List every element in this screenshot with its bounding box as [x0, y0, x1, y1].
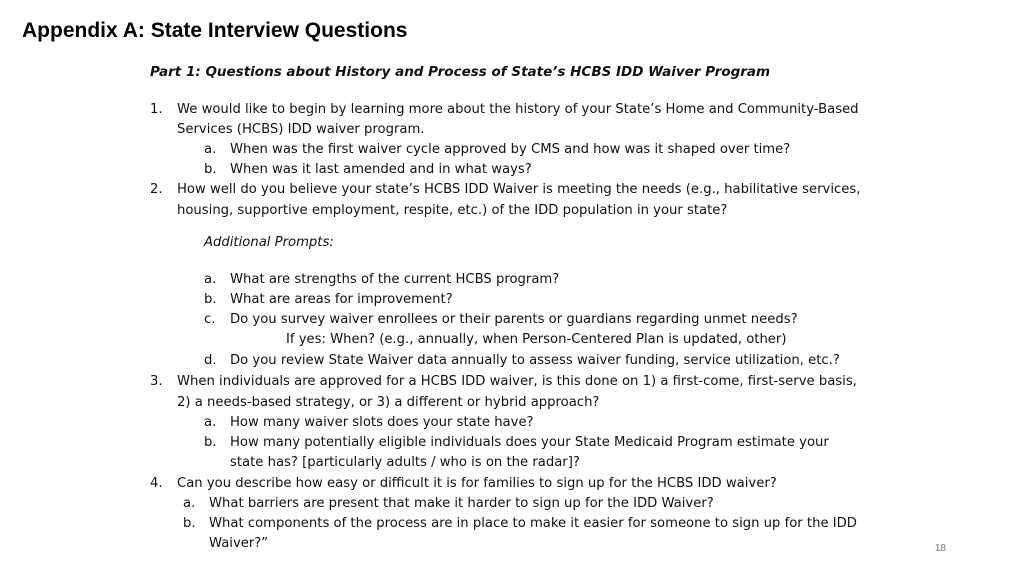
- question-number: 3.: [150, 374, 163, 389]
- item-letter: a.: [204, 415, 217, 430]
- question-4: [150, 476, 777, 491]
- item-letter: a.: [204, 272, 217, 287]
- question-1: [150, 102, 859, 117]
- item-text: How many waiver slots does your state have?: [230, 415, 534, 430]
- question-2-cont: housing, supportive employment, respite, etc.) of the IDD population in your state?: [177, 203, 728, 218]
- item-text: Do you survey waiver enrollees or their parents or guardians regarding unmet needs?: [230, 312, 798, 327]
- question-1b: [204, 162, 532, 177]
- item-letter: d.: [204, 353, 217, 368]
- question-2c: [204, 312, 798, 327]
- question-number: 2.: [150, 182, 163, 197]
- page-number: 18: [934, 543, 946, 554]
- additional-prompts-label: Additional Prompts:: [204, 235, 334, 250]
- item-text: What components of the process are in place to make it easier for someone to sign up for the IDD: [209, 516, 857, 531]
- item-letter: a.: [183, 496, 196, 511]
- part-heading: Part 1: Questions about History and Process of State’s HCBS IDD Waiver Program: [150, 64, 771, 80]
- question-1-cont: Services (HCBS) IDD waiver program.: [177, 122, 425, 137]
- item-letter: c.: [204, 312, 216, 327]
- question-number: 1.: [150, 102, 163, 117]
- question-3-cont: 2) a needs-based strategy, or 3) a different or hybrid approach?: [177, 395, 600, 410]
- question-number: 4.: [150, 476, 163, 491]
- question-2b: [204, 292, 453, 307]
- question-4b: [183, 516, 857, 531]
- item-letter: a.: [204, 142, 217, 157]
- item-text: When was it last amended and in what ways?: [230, 162, 532, 177]
- page-title: Appendix A: State Interview Questions: [22, 19, 408, 42]
- item-text: What are strengths of the current HCBS program?: [230, 272, 560, 287]
- question-text: How well do you believe your state’s HCBS IDD Waiver is meeting the needs (e.g., habilitative services,: [177, 182, 861, 197]
- item-letter: b.: [204, 162, 217, 177]
- question-text: We would like to begin by learning more about the history of your State’s Home and Community-Based: [177, 102, 859, 117]
- question-2c-sub: If yes: When? (e.g., annually, when Person-Centered Plan is updated, other): [286, 332, 787, 347]
- question-3b-cont: state has? [particularly adults / who is on the radar]?: [230, 455, 580, 470]
- item-letter: b.: [204, 292, 217, 307]
- question-4a: [183, 496, 714, 511]
- question-2d: [204, 353, 840, 368]
- question-3: [150, 374, 857, 389]
- item-text: Do you review State Waiver data annually to assess waiver funding, service utilization, etc.?: [230, 353, 840, 368]
- item-text: When was the first waiver cycle approved by CMS and how was it shaped over time?: [230, 142, 791, 157]
- question-text: When individuals are approved for a HCBS IDD waiver, is this done on 1) a first-come, first-serve basis,: [177, 374, 857, 389]
- question-3a: [204, 415, 534, 430]
- item-letter: b.: [204, 435, 217, 450]
- item-text: How many potentially eligible individuals does your State Medicaid Program estimate your: [230, 435, 829, 450]
- question-2a: [204, 272, 559, 287]
- item-text: What are areas for improvement?: [230, 292, 453, 307]
- question-2: [150, 182, 860, 197]
- question-text: Can you describe how easy or difficult it is for families to sign up for the HCBS IDD waiver?: [177, 476, 777, 491]
- question-1a: [204, 142, 790, 157]
- question-4b-cont: Waiver?”: [209, 536, 269, 551]
- question-3b: [204, 435, 829, 450]
- item-letter: b.: [183, 516, 196, 531]
- item-text: What barriers are present that make it harder to sign up for the IDD Waiver?: [209, 496, 714, 511]
